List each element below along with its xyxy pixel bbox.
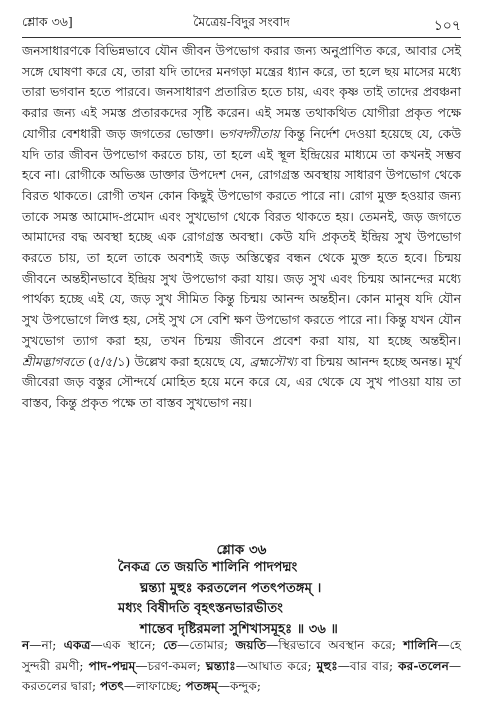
purport-paragraph (22, 41, 461, 414)
header-chapter-title: মৈত্রেয়-বিদুর সংবাদ (193, 14, 290, 29)
glossary-meaning: —তোমার; (177, 638, 236, 652)
glossary-meaning: —বার বার; (337, 658, 399, 673)
glossary-meaning: —হে সুন্দরী রমণী; (22, 638, 462, 673)
glossary-term: জয়তি (235, 638, 267, 652)
glossary-term: পতৎ (99, 679, 124, 693)
italic-ref-bhagavatam: শ্রীমদ্ভাগবতে (22, 353, 84, 369)
word-glossary (22, 635, 461, 697)
glossary-term: পাদ-পদ্মম্ (88, 658, 136, 673)
glossary-term: পতঙ্গম্ (185, 679, 218, 693)
running-header (22, 14, 461, 34)
header-verse-ref: শ্লোক ৩৬] (22, 14, 73, 29)
italic-term: ব্রহ্মসৌখ্য (249, 353, 297, 369)
glossary-meaning: —আঘাত করে; (235, 658, 317, 673)
verse-line-1: নৈকত্র তে জয়তি শালিনি পাদপদ্মং (118, 560, 298, 575)
verse-line-2: ঘ্নন্ত্যা মুহুঃ করতলেন পতৎপতঙ্গম্ । (140, 580, 322, 596)
glossary-meaning: —না; (29, 638, 64, 652)
glossary-term: তে (163, 638, 178, 652)
purport-text (22, 41, 461, 414)
verse-line-4: শান্তেব দৃষ্টিরমলা সুশিখাসমূহঃ ॥ ৩৬ ॥ (140, 621, 338, 637)
glossary-term: কর-তলেন (398, 658, 449, 673)
text-segment: বা চিন্ময় আনন্দ হচ্ছে অনন্ত। মূর্খ জীবেরা জড় বস্তুর সৌন্দর্যে মোহিত হয়ে মনে করে যে, এর থেকে যে সুখ পাওয়া যায় তা বাস্তব, কিন্তু প্রকৃত পক্ষে তা বাস্তব সুখভোগ নয়। (22, 353, 462, 410)
text-segment: জনসাধারণকে বিভিন্নভাবে যৌন জীবন উপভোগ করার জন্য অনুপ্রাণিত করে, আবার সেই সঙ্গে ঘোষণা করে যে, তারা যদি তাদের মনগড়া মন্ত্রের ধ্যান করে, তা হলে ছয় মাসের মধ্যে তারা ভগবান হতে পারবে। জনসাধারণ প্রতারিত হতে চায়, এবং কৃষ্ণ তাই তাদের প্রবঞ্চনা করার জন্য এই সমস্ত প্রতারকদের সৃষ্টি করেন। এই সমস্ত তথাকথিত যোগীরা প্রকৃত পক্ষে যোগীর বেশধারী জড় জগতের ভোক্তা। (22, 43, 461, 141)
italic-ref-gita: ভগবদ্গীতায় (218, 125, 280, 141)
glossary-term: শালিনি (403, 638, 438, 652)
glossary-term: ঘ্নন্ত্যাঃ (205, 658, 236, 673)
glossary-term: ন (22, 638, 30, 652)
header-rule (22, 37, 461, 38)
verse-line-3: মধ্যং বিষীদতি বৃহৎস্তনভারভীতং (118, 601, 283, 616)
glossary-meaning: —এক স্থানে; (90, 638, 164, 652)
text-segment: কিন্তু নির্দেশ দেওয়া হয়েছে যে, কেউ যদি তার জীবন উপভোগ করতে চায়, তা হলে এই স্থূল ইন্দ্রিয়ের মাধ্যমে তা কখনই সম্ভব হবে না। রোগীকে অভিজ্ঞ ডাক্তার উপদেশ দেন, রোগগ্রস্ত অবস্থায় সাধারণ উপভোগ থেকে বিরত থাকতে। রোগী তখন কোন কিছুই উপভোগ করতে পারে না। রোগ মুক্ত হওয়ার জন্য তাকে সমস্ত আমোদ-প্রমোদ এবং সুখভোগ থেকে বিরত থাকতে হয়। তেমনই, জড় জগতে আমাদের বদ্ধ অবস্থা হচ্ছে এক রোগগ্রস্ত অবস্থা। কেউ যদি প্রকৃতই ইন্দ্রিয় সুখ উপভোগ করতে চায়, তা হলে তাকে অবশ্যই জড় অস্তিত্বের বন্ধন থেকে মুক্ত হতে হবে। চিন্ময় জীবনে অন্তহীনভাবে ইন্দ্রিয় সুখ উপভোগ করা যায়। জড় সুখ এবং চিন্ময় আনন্দের মধ্যে পার্থক্য হচ্ছে এই যে, জড় সুখ সীমিত কিন্তু চিন্ময় আনন্দ অন্তহীন। কোন মানুষ যদি যৌন সুখ উপভোগে লিপ্ত হয়, সেই সুখ সে বেশি ক্ষণ উপভোগ করতে পারে না। কিন্তু যখন যৌন সুখভোগ ত্যাগ করা হয়, তখন চিন্ময় জীবনে প্রবেশ করা যায়, যা হচ্ছে অন্তহীন। (22, 125, 461, 348)
page-number: ১০৭ (433, 18, 461, 34)
glossary-term: একত্র (63, 638, 91, 652)
glossary-meaning: —লাফাচ্ছে; (123, 679, 186, 693)
text-segment: (৫/৫/১) উল্লেখ করা হয়েছে যে, (83, 353, 250, 369)
glossary-meaning: —স্থিরভাবে অবস্থান করে; (266, 638, 404, 652)
verse-heading: শ্লোক ৩৬ (216, 542, 267, 558)
glossary-meaning: —চরণ-কমল; (135, 658, 206, 673)
glossary-term: মুহুঃ (316, 658, 338, 673)
glossary-meaning: —কন্দুক; (217, 679, 261, 693)
glossary-meaning: —করতলের দ্বারা; (22, 658, 462, 693)
